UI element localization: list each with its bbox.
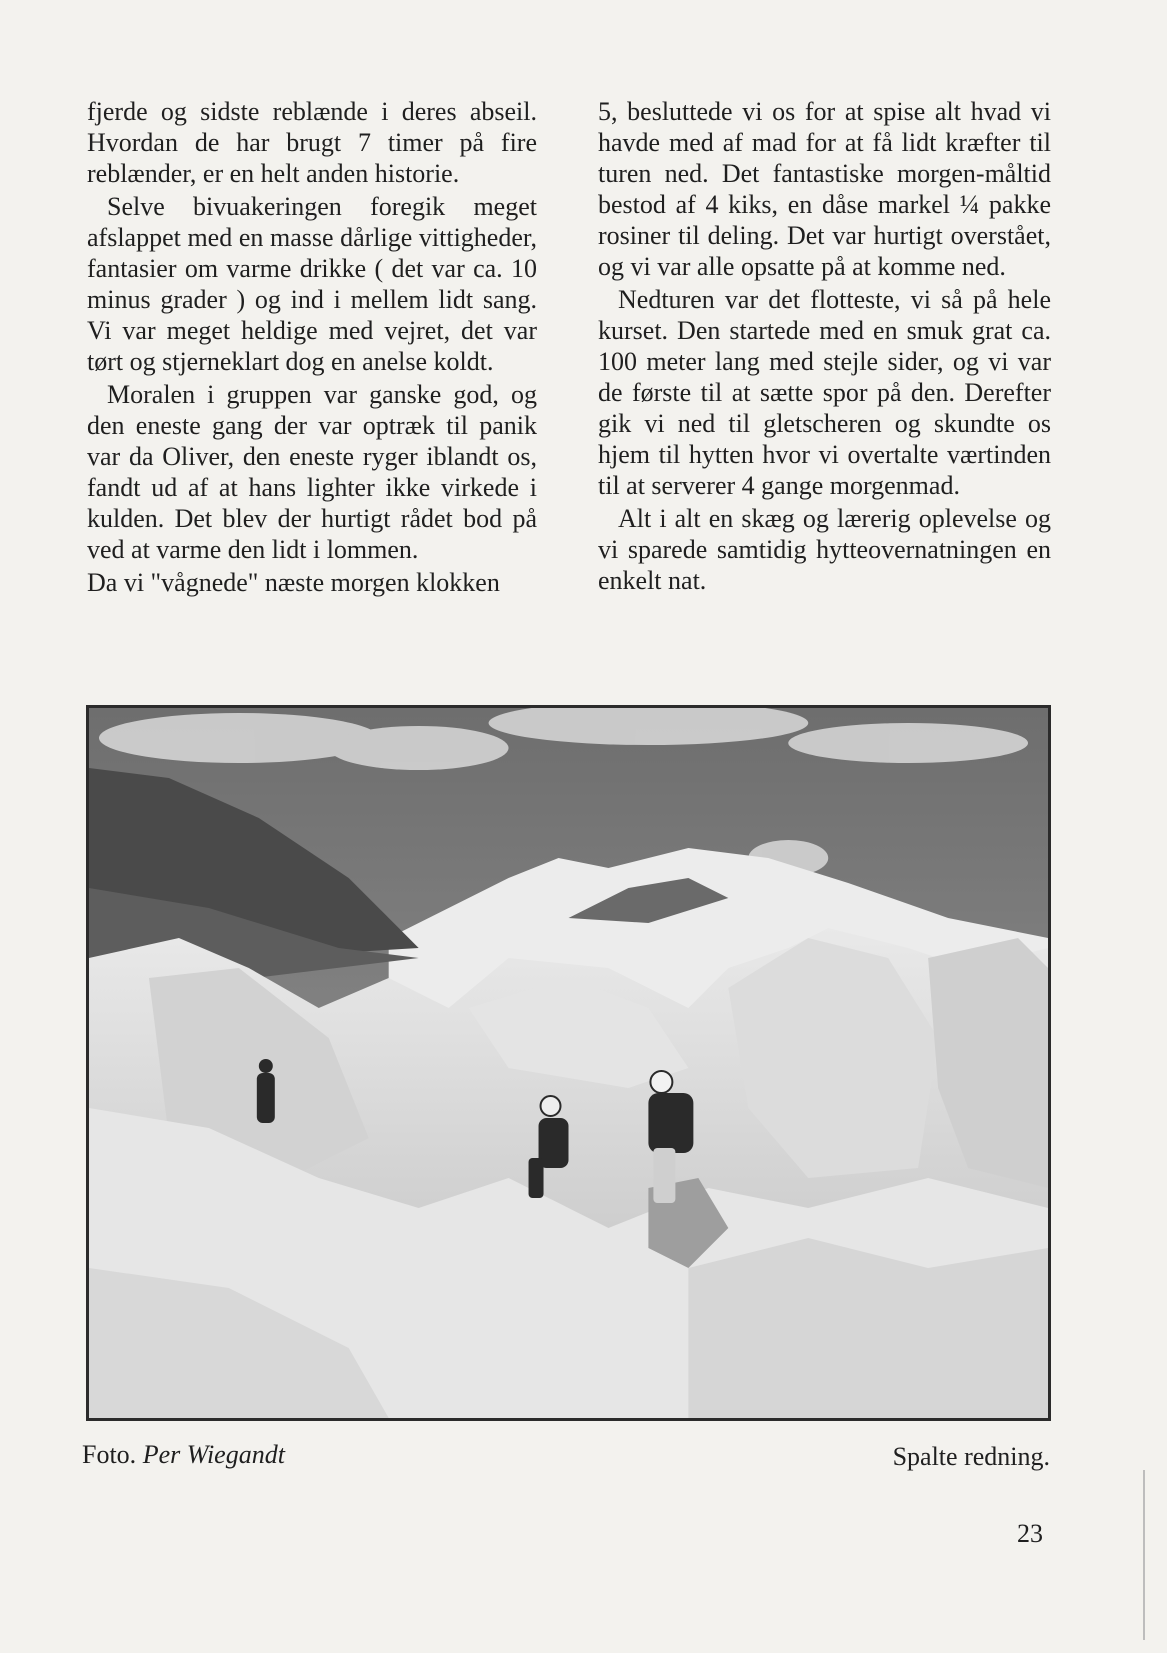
paragraph: Da vi "vågnede" næste morgen klokken	[87, 568, 500, 597]
paragraph: Nedturen var det flotteste, vi så på hele kurset. Den startede med en smuk grat ca. 100 meter lang med stejle sider, og vi var de første til at sætte spor på den. Derefter gik vi ned til gletscheren og skundte os hjem til hytten hvor vi overtalte værtinden til at serverer 4 gange morgenmad.	[598, 285, 1051, 500]
page-edge-mark	[1143, 1470, 1145, 1640]
photographer-name: Per Wiegandt	[142, 1440, 285, 1469]
paragraph: Alt i alt en skæg og lærerig oplevelse og vi sparede samtidig hytteovernatningen en enkelt nat.	[598, 504, 1051, 595]
photo-caption: Spalte redning.	[892, 1442, 1050, 1471]
glacier-photo	[86, 705, 1051, 1421]
paragraph: Moralen i gruppen var ganske god, og den eneste gang der var optræk til panik var da Oliver, den eneste ryger iblandt os, fandt ud af at hans lighter ikke virkede i kulden. Det blev der hurtigt rådet bod på ved at varme den lidt i lommen.	[87, 380, 537, 564]
photo-credit	[82, 1440, 285, 1470]
right-text-column	[598, 96, 1051, 598]
page-number: 23	[1017, 1519, 1043, 1548]
glacier-illustration	[89, 708, 1048, 1418]
left-text-column	[87, 96, 537, 600]
credit-prefix: Foto.	[82, 1440, 137, 1469]
paragraph: fjerde og sidste reblænde i deres abseil. Hvordan de har brugt 7 timer på fire reblænder, er en helt anden historie.	[87, 97, 537, 188]
paragraph: 5, besluttede vi os for at spise alt hvad vi havde med af mad for at få lidt kræfter til turen ned. Det fantastiske morgen-måltid bestod af 4 kiks, en dåse markel ¼ pakke rosiner til deling. Det var hurtigt overstået, og vi var alle opsatte på at komme ned.	[598, 97, 1051, 281]
paragraph: Selve bivuakeringen foregik meget afslappet med en masse dårlige vittigheder, fantasier om varme drikke ( det var ca. 10 minus grader ) og ind i mellem lidt sang. Vi var meget heldige med vejret, det var tørt og stjerneklart dog en anelse koldt.	[87, 192, 537, 376]
